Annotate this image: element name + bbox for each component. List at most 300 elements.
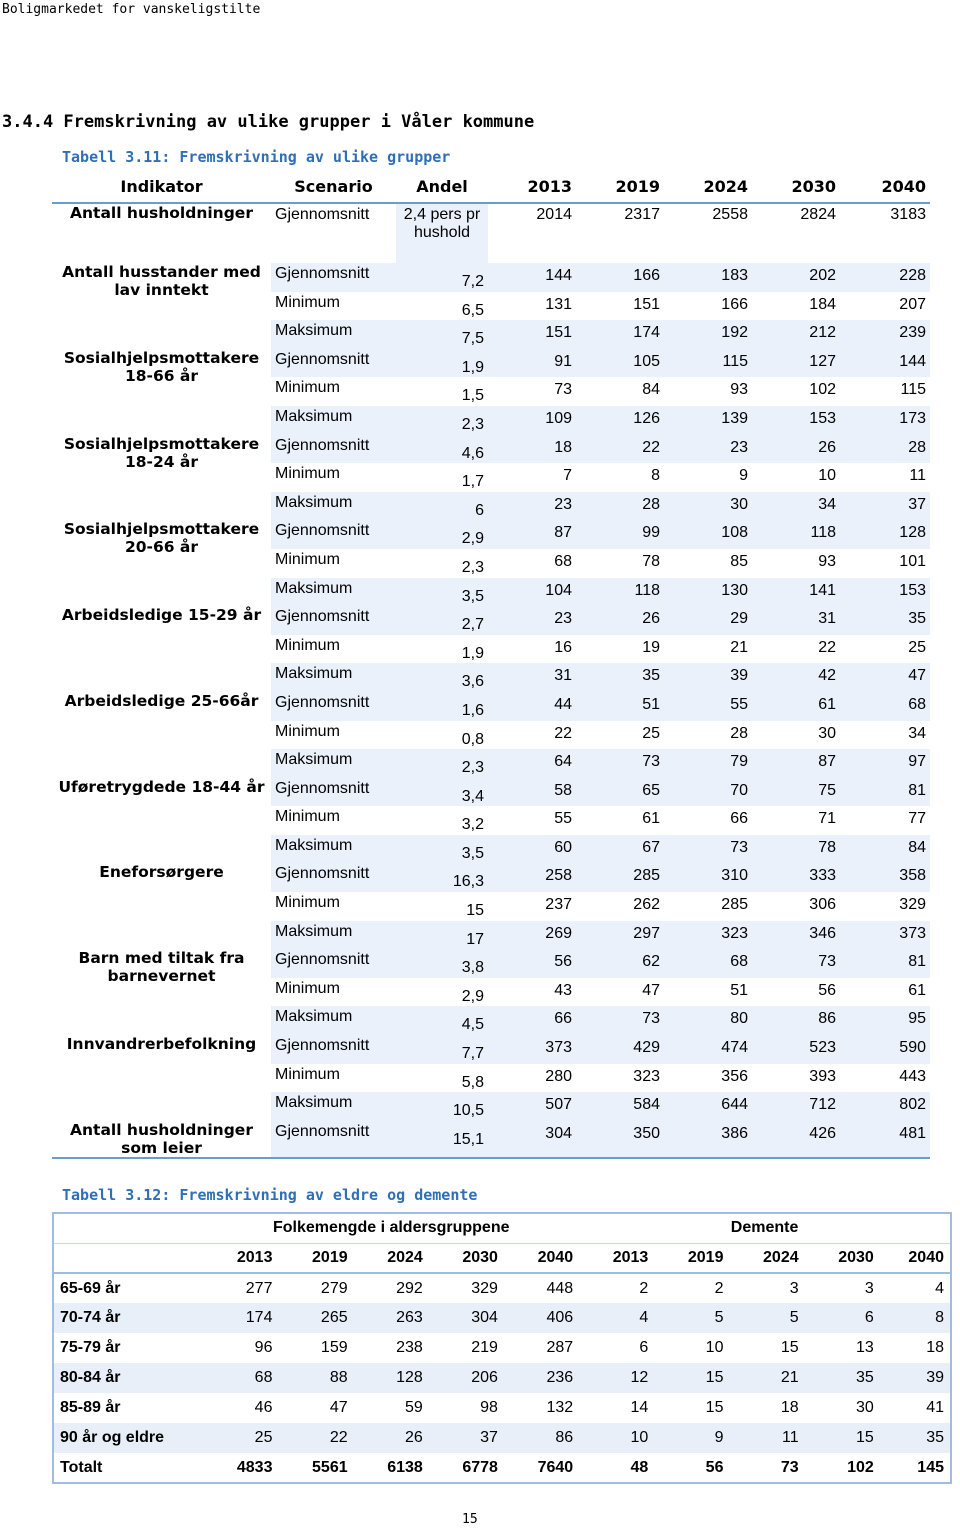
value-cell: 26 xyxy=(752,435,840,464)
value-cell: 55 xyxy=(664,692,752,721)
value-cell: 333 xyxy=(752,863,840,892)
value-cell: 96 xyxy=(254,1339,273,1356)
value-cell: 73 xyxy=(664,835,752,864)
value-cell: 22 xyxy=(818,638,836,656)
indicator-cell: Sosialhjelpsmottakere 20-66 år xyxy=(63,520,260,557)
value-cell: 31 xyxy=(488,663,576,692)
value-cell: 61 xyxy=(752,692,840,721)
value-cell: 644 xyxy=(664,1092,752,1121)
value-cell: 356 xyxy=(721,1067,748,1085)
value-cell: 323 xyxy=(664,921,752,950)
age-group-label: 80-84 år xyxy=(53,1363,203,1393)
age-group-label: 65-69 år xyxy=(60,1279,121,1297)
value-cell: 6778 xyxy=(462,1458,498,1476)
table-row xyxy=(52,263,930,292)
indicator-cell: Arbeidsledige 15-29 år xyxy=(61,606,262,625)
scenario-cell: Gjennomsnitt xyxy=(271,863,396,892)
scenario-cell: Gjennomsnitt xyxy=(271,1121,396,1158)
value-cell: 44 xyxy=(488,692,576,721)
share-cell: 6,5 xyxy=(461,301,484,319)
value-cell: 78 xyxy=(752,835,840,864)
table1-caption: Tabell 3.11: Fremskrivning av ulike grupper xyxy=(62,148,451,166)
value-cell: 26 xyxy=(354,1423,429,1453)
share-cell: 6 xyxy=(396,492,488,521)
value-cell: 56 xyxy=(488,949,576,978)
share-cell: 2,3 xyxy=(461,558,484,576)
value-cell: 304 xyxy=(429,1303,504,1333)
value-cell: 350 xyxy=(576,1121,664,1158)
value-cell: 237 xyxy=(545,896,572,914)
value-cell: 81 xyxy=(840,778,930,807)
value-cell: 127 xyxy=(752,349,840,378)
value-cell: 68 xyxy=(664,949,752,978)
value-cell: 47 xyxy=(840,663,930,692)
value-cell: 39 xyxy=(880,1363,951,1393)
value-cell: 75 xyxy=(752,778,840,807)
value-cell: 10 xyxy=(818,467,836,485)
projection-table xyxy=(52,172,930,1159)
value-cell: 64 xyxy=(488,749,576,778)
table-row xyxy=(53,1363,951,1393)
elderly-dementia-table xyxy=(52,1212,952,1484)
value-cell: 429 xyxy=(576,1035,664,1064)
value-cell: 239 xyxy=(840,320,930,349)
value-cell: 144 xyxy=(840,349,930,378)
empty-cell xyxy=(53,1213,203,1243)
value-cell: 18 xyxy=(780,1399,799,1416)
table-row xyxy=(52,778,930,807)
value-cell: 61 xyxy=(908,981,926,999)
value-cell: 6 xyxy=(639,1339,649,1356)
scenario-cell: Gjennomsnitt xyxy=(271,949,396,978)
value-cell: 474 xyxy=(664,1035,752,1064)
value-cell: 263 xyxy=(354,1303,429,1333)
value-cell: 139 xyxy=(664,406,752,435)
scenario-cell: Gjennomsnitt xyxy=(271,263,396,292)
value-cell: 65 xyxy=(576,778,664,807)
indicator-cell: Antall husstander med lav inntekt xyxy=(62,263,261,299)
value-cell: 8 xyxy=(880,1303,951,1333)
share-cell: 1,9 xyxy=(396,349,488,378)
value-cell: 22 xyxy=(554,724,572,742)
value-cell: 87 xyxy=(488,520,576,549)
share-cell: 1,7 xyxy=(461,473,484,491)
value-cell: 30 xyxy=(818,724,836,742)
value-cell: 3 xyxy=(864,1279,874,1297)
value-cell: 109 xyxy=(488,406,576,435)
value-cell: 51 xyxy=(576,692,664,721)
value-cell: 5561 xyxy=(312,1458,348,1476)
value-cell: 132 xyxy=(546,1399,574,1416)
col-header: Andel xyxy=(396,172,488,203)
value-cell: 30 xyxy=(664,492,752,521)
scenario-cell: Gjennomsnitt xyxy=(271,606,396,635)
value-cell: 66 xyxy=(488,1006,576,1035)
indicator-cell: Uføretrygdede 18-44 år xyxy=(58,777,265,796)
value-cell: 19 xyxy=(642,638,660,656)
scenario-cell: Gjennomsnitt xyxy=(271,692,396,721)
scenario-cell: Maksimum xyxy=(271,320,396,349)
indicator-cell: Sosialhjelpsmottakere 18-24 år xyxy=(63,434,260,471)
value-cell: 28 xyxy=(576,492,664,521)
value-cell: 102 xyxy=(809,381,836,399)
value-cell: 15 xyxy=(780,1339,799,1356)
indicator-cell: Barn med tiltak fra barnevernet xyxy=(78,949,245,986)
share-cell: 1,6 xyxy=(396,692,488,721)
value-cell: 3183 xyxy=(890,206,926,223)
value-cell: 105 xyxy=(576,349,664,378)
value-cell: 47 xyxy=(329,1399,348,1416)
value-cell: 297 xyxy=(576,921,664,950)
scenario-cell: Minimum xyxy=(275,293,340,311)
value-cell: 21 xyxy=(730,638,748,656)
value-cell: 159 xyxy=(320,1339,348,1356)
table-row xyxy=(53,1333,951,1363)
table-row xyxy=(52,203,930,263)
value-cell: 174 xyxy=(576,320,664,349)
value-cell: 73 xyxy=(752,949,840,978)
value-cell: 3 xyxy=(789,1279,799,1297)
value-cell: 59 xyxy=(404,1399,423,1416)
value-cell: 2 xyxy=(639,1279,649,1297)
value-cell: 481 xyxy=(840,1121,930,1158)
value-cell: 73 xyxy=(780,1458,799,1476)
value-cell: 285 xyxy=(721,896,748,914)
value-cell: 23 xyxy=(488,606,576,635)
age-group-label: 90 år og eldre xyxy=(53,1423,203,1453)
table-row xyxy=(53,1453,951,1483)
value-cell: 2317 xyxy=(624,206,660,223)
value-cell: 104 xyxy=(488,578,576,607)
table-row xyxy=(52,435,930,464)
value-cell: 81 xyxy=(840,949,930,978)
value-cell: 11 xyxy=(729,1423,804,1453)
share-cell: 5,8 xyxy=(461,1073,484,1091)
col-header: 2019 xyxy=(576,172,664,203)
value-cell: 2014 xyxy=(536,206,572,223)
value-cell: 329 xyxy=(471,1279,498,1297)
value-cell: 10 xyxy=(579,1423,654,1453)
value-cell: 2824 xyxy=(800,206,836,223)
value-cell: 70 xyxy=(664,778,752,807)
value-cell: 29 xyxy=(664,606,752,635)
value-cell: 95 xyxy=(840,1006,930,1035)
value-cell: 212 xyxy=(752,320,840,349)
value-cell: 712 xyxy=(752,1092,840,1121)
value-cell: 25 xyxy=(203,1423,278,1453)
value-cell: 2 xyxy=(714,1279,724,1297)
value-cell: 79 xyxy=(664,749,752,778)
value-cell: 85 xyxy=(730,552,748,570)
value-cell: 584 xyxy=(576,1092,664,1121)
value-cell: 115 xyxy=(900,381,926,399)
share-cell: 3,6 xyxy=(396,663,488,692)
value-cell: 153 xyxy=(752,406,840,435)
value-cell: 68 xyxy=(203,1363,278,1393)
table-row xyxy=(52,1121,930,1158)
value-cell: 93 xyxy=(818,552,836,570)
value-cell: 166 xyxy=(576,263,664,292)
scenario-cell: Maksimum xyxy=(271,406,396,435)
value-cell: 166 xyxy=(721,295,748,313)
value-cell: 131 xyxy=(545,295,572,313)
value-cell: 144 xyxy=(488,263,576,292)
value-cell: 77 xyxy=(908,810,926,828)
value-cell: 118 xyxy=(752,520,840,549)
table-row xyxy=(52,1035,930,1064)
value-cell: 48 xyxy=(630,1458,649,1476)
value-cell: 11 xyxy=(909,467,926,485)
value-cell: 30 xyxy=(855,1399,874,1416)
value-cell: 80 xyxy=(664,1006,752,1035)
value-cell: 42 xyxy=(752,663,840,692)
value-cell: 25 xyxy=(908,638,926,656)
value-cell: 523 xyxy=(752,1035,840,1064)
value-cell: 228 xyxy=(840,263,930,292)
value-cell: 358 xyxy=(840,863,930,892)
year-header: 2030 xyxy=(805,1243,880,1273)
value-cell: 28 xyxy=(840,435,930,464)
value-cell: 61 xyxy=(642,810,660,828)
year-header: 2019 xyxy=(654,1243,729,1273)
value-cell: 31 xyxy=(752,606,840,635)
value-cell: 66 xyxy=(730,810,748,828)
year-header: 2019 xyxy=(278,1243,353,1273)
page-number: 15 xyxy=(462,1512,478,1527)
share-cell: 2,3 xyxy=(396,749,488,778)
scenario-cell: Gjennomsnitt xyxy=(275,206,370,223)
indicator-cell: Antall husholdninger xyxy=(70,204,253,222)
value-cell: 60 xyxy=(488,835,576,864)
scenario-cell: Maksimum xyxy=(271,921,396,950)
share-cell: 3,2 xyxy=(461,816,484,834)
age-group-label: 75-79 år xyxy=(60,1339,121,1356)
value-cell: 183 xyxy=(664,263,752,292)
value-cell: 373 xyxy=(488,1035,576,1064)
scenario-cell: Maksimum xyxy=(271,663,396,692)
col-header: 2030 xyxy=(752,172,840,203)
value-cell: 34 xyxy=(908,724,926,742)
table-row xyxy=(52,606,930,635)
share-cell: 2,9 xyxy=(461,987,484,1005)
value-cell: 269 xyxy=(488,921,576,950)
value-cell: 184 xyxy=(809,295,836,313)
share-cell: 3,8 xyxy=(396,949,488,978)
value-cell: 13 xyxy=(855,1339,874,1356)
value-cell: 37 xyxy=(429,1423,504,1453)
value-cell: 34 xyxy=(752,492,840,521)
value-cell: 448 xyxy=(546,1279,574,1297)
share-cell: 2,9 xyxy=(396,520,488,549)
year-header: 2024 xyxy=(729,1243,804,1273)
table1-header-row xyxy=(52,172,930,203)
share-cell: 4,6 xyxy=(396,435,488,464)
value-cell: 15 xyxy=(654,1363,729,1393)
value-cell: 174 xyxy=(203,1303,278,1333)
value-cell: 55 xyxy=(554,810,572,828)
share-cell: 3,5 xyxy=(396,835,488,864)
scenario-cell: Minimum xyxy=(275,894,340,912)
value-cell: 23 xyxy=(488,492,576,521)
value-cell: 22 xyxy=(576,435,664,464)
value-cell: 25 xyxy=(642,724,660,742)
share-cell: 7,2 xyxy=(396,263,488,292)
value-cell: 8 xyxy=(651,467,660,485)
value-cell: 73 xyxy=(554,381,572,399)
table-row xyxy=(52,949,930,978)
share-cell: 4,5 xyxy=(396,1006,488,1035)
scenario-cell: Minimum xyxy=(275,379,340,397)
col-header: Scenario xyxy=(271,172,396,203)
value-cell: 329 xyxy=(899,896,926,914)
value-cell: 5 xyxy=(654,1303,729,1333)
value-cell: 426 xyxy=(752,1121,840,1158)
share-cell: 2,3 xyxy=(396,406,488,435)
scenario-cell: Gjennomsnitt xyxy=(271,1035,396,1064)
value-cell: 151 xyxy=(633,295,660,313)
value-cell: 86 xyxy=(752,1006,840,1035)
value-cell: 84 xyxy=(642,381,660,399)
value-cell: 56 xyxy=(705,1458,724,1476)
value-cell: 9 xyxy=(739,467,748,485)
value-cell: 323 xyxy=(633,1067,660,1085)
value-cell: 97 xyxy=(840,749,930,778)
value-cell: 16 xyxy=(554,638,572,656)
value-cell: 346 xyxy=(752,921,840,950)
scenario-cell: Minimum xyxy=(275,1065,340,1083)
scenario-cell: Maksimum xyxy=(271,578,396,607)
value-cell: 35 xyxy=(840,606,930,635)
value-cell: 6 xyxy=(805,1303,880,1333)
value-cell: 173 xyxy=(840,406,930,435)
value-cell: 118 xyxy=(576,578,664,607)
value-cell: 130 xyxy=(664,578,752,607)
table2-group-header-row xyxy=(53,1213,951,1243)
value-cell: 15 xyxy=(805,1423,880,1453)
value-cell: 78 xyxy=(642,552,660,570)
value-cell: 98 xyxy=(480,1399,498,1416)
table-row xyxy=(52,520,930,549)
share-cell: 10,5 xyxy=(396,1092,488,1121)
value-cell: 71 xyxy=(818,810,836,828)
scenario-cell: Gjennomsnitt xyxy=(271,778,396,807)
scenario-cell: Minimum xyxy=(275,808,340,826)
share-cell: 2,4 pers pr hushold xyxy=(396,203,488,263)
scenario-cell: Maksimum xyxy=(271,835,396,864)
value-cell: 406 xyxy=(504,1303,579,1333)
value-cell: 277 xyxy=(245,1279,273,1297)
value-cell: 18 xyxy=(488,435,576,464)
year-header: 2024 xyxy=(354,1243,429,1273)
col-header: 2013 xyxy=(488,172,576,203)
share-cell: 16,3 xyxy=(396,863,488,892)
value-cell: 47 xyxy=(642,981,660,999)
share-cell: 3,5 xyxy=(396,578,488,607)
value-cell: 5 xyxy=(729,1303,804,1333)
running-header: Boligmarkedet for vanskeligstilte xyxy=(2,2,261,17)
value-cell: 4 xyxy=(579,1303,654,1333)
table-row xyxy=(53,1423,951,1453)
value-cell: 238 xyxy=(396,1339,423,1356)
value-cell: 373 xyxy=(840,921,930,950)
value-cell: 202 xyxy=(752,263,840,292)
value-cell: 93 xyxy=(730,381,748,399)
value-cell: 4 xyxy=(935,1279,944,1297)
scenario-cell: Maksimum xyxy=(271,1092,396,1121)
scenario-cell: Maksimum xyxy=(271,492,396,521)
value-cell: 35 xyxy=(880,1423,951,1453)
year-header: 2013 xyxy=(579,1243,654,1273)
value-cell: 590 xyxy=(840,1035,930,1064)
share-cell: 7,7 xyxy=(396,1035,488,1064)
scenario-cell: Minimum xyxy=(275,550,340,568)
value-cell: 292 xyxy=(396,1279,423,1297)
value-cell: 46 xyxy=(254,1399,273,1416)
share-cell: 15,1 xyxy=(396,1121,488,1158)
value-cell: 386 xyxy=(664,1121,752,1158)
value-cell: 102 xyxy=(847,1458,874,1476)
value-cell: 7 xyxy=(563,467,572,485)
value-cell: 6138 xyxy=(387,1458,423,1476)
share-cell: 1,5 xyxy=(461,387,484,405)
value-cell: 128 xyxy=(354,1363,429,1393)
value-cell: 279 xyxy=(320,1279,348,1297)
scenario-cell: Minimum xyxy=(275,636,340,654)
scenario-cell: Gjennomsnitt xyxy=(271,349,396,378)
table-row xyxy=(52,692,930,721)
value-cell: 56 xyxy=(818,981,836,999)
year-header: 2040 xyxy=(504,1243,579,1273)
value-cell: 153 xyxy=(840,578,930,607)
value-cell: 2558 xyxy=(712,206,748,223)
value-cell: 101 xyxy=(899,552,926,570)
value-cell: 84 xyxy=(840,835,930,864)
value-cell: 73 xyxy=(576,1006,664,1035)
value-cell: 39 xyxy=(664,663,752,692)
table-row xyxy=(53,1273,951,1303)
value-cell: 51 xyxy=(730,981,748,999)
value-cell: 10 xyxy=(705,1339,724,1356)
table-row xyxy=(53,1393,951,1423)
table2-caption: Tabell 3.12: Fremskrivning av eldre og demente xyxy=(62,1186,478,1204)
value-cell: 15 xyxy=(705,1399,724,1416)
table2-years-row xyxy=(53,1243,951,1273)
value-cell: 41 xyxy=(926,1399,944,1416)
value-cell: 236 xyxy=(504,1363,579,1393)
value-cell: 258 xyxy=(488,863,576,892)
value-cell: 37 xyxy=(840,492,930,521)
value-cell: 62 xyxy=(576,949,664,978)
value-cell: 58 xyxy=(488,778,576,807)
value-cell: 265 xyxy=(278,1303,353,1333)
scenario-cell: Maksimum xyxy=(271,749,396,778)
scenario-cell: Minimum xyxy=(275,722,340,740)
year-header: 2013 xyxy=(203,1243,278,1273)
value-cell: 68 xyxy=(840,692,930,721)
value-cell: 219 xyxy=(471,1339,498,1356)
value-cell: 7640 xyxy=(537,1458,574,1476)
value-cell: 306 xyxy=(809,896,836,914)
value-cell: 304 xyxy=(488,1121,576,1158)
dementia-group-header: Demente xyxy=(579,1213,951,1243)
scenario-cell: Maksimum xyxy=(271,1006,396,1035)
value-cell: 4833 xyxy=(236,1458,273,1476)
value-cell: 91 xyxy=(488,349,576,378)
share-cell: 17 xyxy=(396,921,488,950)
indicator-cell: Arbeidsledige 25-66år xyxy=(64,691,259,710)
table-row xyxy=(52,349,930,378)
value-cell: 262 xyxy=(633,896,660,914)
